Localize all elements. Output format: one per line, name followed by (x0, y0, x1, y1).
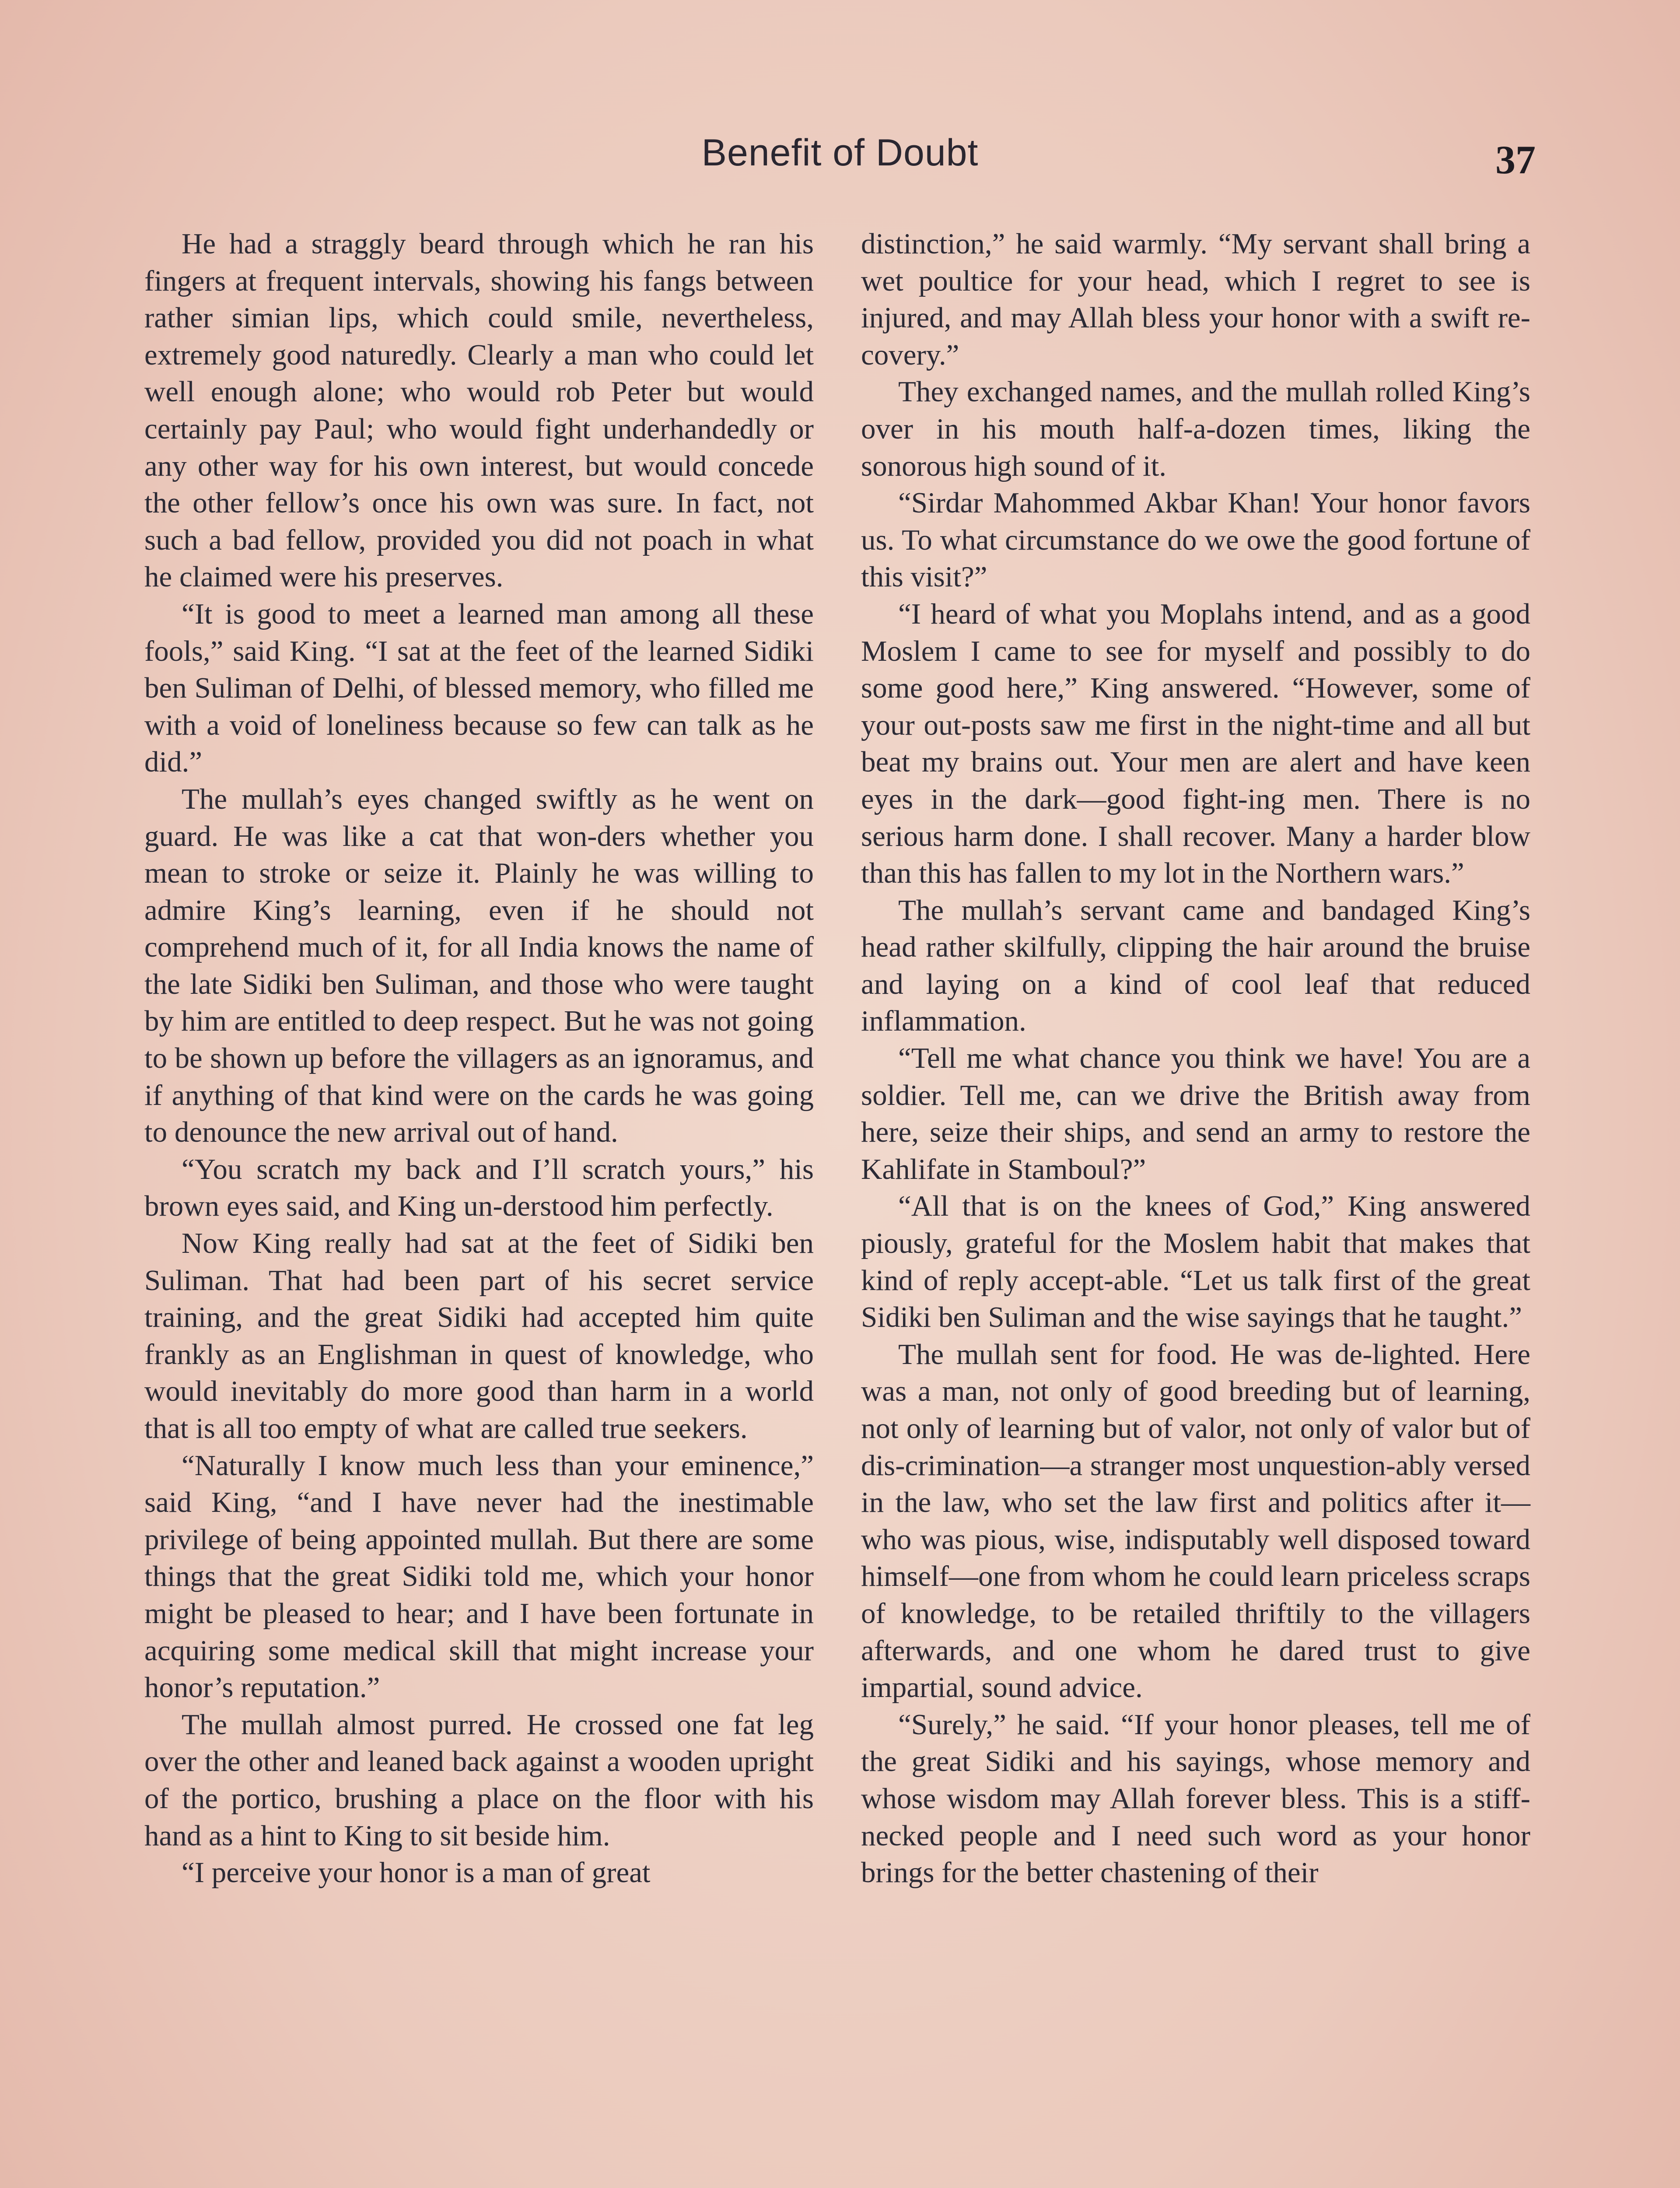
paragraph: “Tell me what chance you think we have! You are a soldier. Tell me, can we drive the British away from here, seize their ships, and send an army to restore the Kahlifate in Stamboul?” (861, 1042, 1530, 1185)
paragraph: He had a straggly beard through which he ran his fingers at frequent intervals, showing his fangs between rather simian lips, which could smile, nevertheless, extremely good naturedly. Clearly a man who could let well enough alone; who would rob Peter but would certainly pay Paul; who would fight underhandedly or any other way for his own interest, but would concede the other fellow’s once his own was sure. In fact, not such a bad fellow, provided you did not poach in what he claimed were his preserves. (144, 228, 814, 593)
paragraph: The mullah’s servant came and bandaged King’s head rather skilfully, clipping the hair around the bruise and laying on a kind of cool leaf that reduced inflammation. (861, 894, 1530, 1038)
paragraph: The mullah’s eyes changed swiftly as he went on guard. He was like a cat that won-ders whether you mean to stroke or seize it. Plainly he was willing to admire King’s learning, even if he should not comprehend much of it, for all India knows the name of the late Sidiki ben Suliman, and those who were taught by him are entitled to deep respect. But he was not going to be shown up before the villagers as an ignoramus, and if anything of that kind were on the cards he was going to denounce the new arrival out of hand. (144, 782, 814, 1149)
paragraph: “It is good to meet a learned man among all these fools,” said King. “I sat at the feet of the learned Sidiki ben Suliman of Delhi, of blessed memory, who filled me with a void of loneliness because so few can talk as he did.” (144, 597, 814, 778)
running-title: Benefit of Doubt (701, 132, 979, 174)
paragraph: They exchanged names, and the mullah rolled King’s over in his mouth half-a-dozen times, liking the sonorous high sound of it. (861, 375, 1530, 482)
paragraph: Now King really had sat at the feet of Sidiki ben Suliman. That had been part of his secret service training, and the great Sidiki had accepted him quite frankly as an Englishman in quest of knowledge, who would inevitably do more good than harm in a world that is all too empty of what are called true seekers. (144, 1227, 814, 1445)
page-header (144, 131, 1536, 188)
paragraph: “I heard of what you Moplahs intend, and as a good Moslem I came to see for myself and possibly to do some good here,” King answered. “However, some of your out-posts saw me first in the night-time and all but beat my brains out. Your men are alert and have keen eyes in the dark—good fight-ing men. There is no serious harm done. I shall recover. Many a harder blow than this has fallen to my lot in the Northern wars.” (861, 597, 1530, 890)
paragraph: “I perceive your honor is a man of great (182, 1856, 651, 1889)
paragraph: “Surely,” he said. “If your honor pleases, tell me of the great Sidiki and his sayings, whose memory and whose wisdom may Allah forever bless. This is a stiff-necked people and I need such word as your honor brings for the better chastening of their (861, 1708, 1530, 1889)
paragraph: The mullah sent for food. He was de-lighted. Here was a man, not only of good breeding but of learning, not only of learning but of valor, not only of valor but of dis-crimination—a stranger most unquestion-ably versed in the law, who set the law first and politics after it—who was pious, wise, indisputably well disposed toward himself—one from whom he could learn priceless scraps of knowledge, to be retailed thriftily to the villagers afterwards, and one whom he dared trust to give impartial, sound advice. (861, 1338, 1530, 1704)
paragraph-continued: distinction,” he said warmly. “My servant shall bring a wet poultice for your head, which I regret to see is injured, and may Allah bless your honor with a swift re-covery.” (861, 228, 1530, 371)
paragraph: “Naturally I know much less than your eminence,” said King, “and I have never had the inestimable privilege of being appointed mullah. But there are some things that the great Sidiki told me, which your honor might be pleased to hear; and I have been fortunate in acquiring some medical skill that might increase your honor’s reputation.” (144, 1449, 814, 1704)
paragraph: The mullah almost purred. He crossed one fat leg over the other and leaned back against a wooden upright of the portico, brushing a place on the floor with his hand as a hint to King to sit beside him. (144, 1708, 814, 1852)
page-number: 37 (1495, 137, 1536, 182)
paragraph: “All that is on the knees of God,” King answered piously, grateful for the Moslem habit that makes that kind of reply accept-able. “Let us talk first of the great Sidiki ben Suliman and the wise sayings that he taught.” (861, 1190, 1530, 1334)
right-column (861, 225, 1530, 2188)
paragraph: “Sirdar Mahommed Akbar Khan! Your honor favors us. To what circumstance do we owe the good fortune of this visit?” (861, 487, 1530, 593)
paragraph: “You scratch my back and I’ll scratch yours,” his brown eyes said, and King un-derstood him perfectly. (144, 1153, 814, 1223)
left-column (144, 225, 814, 2188)
